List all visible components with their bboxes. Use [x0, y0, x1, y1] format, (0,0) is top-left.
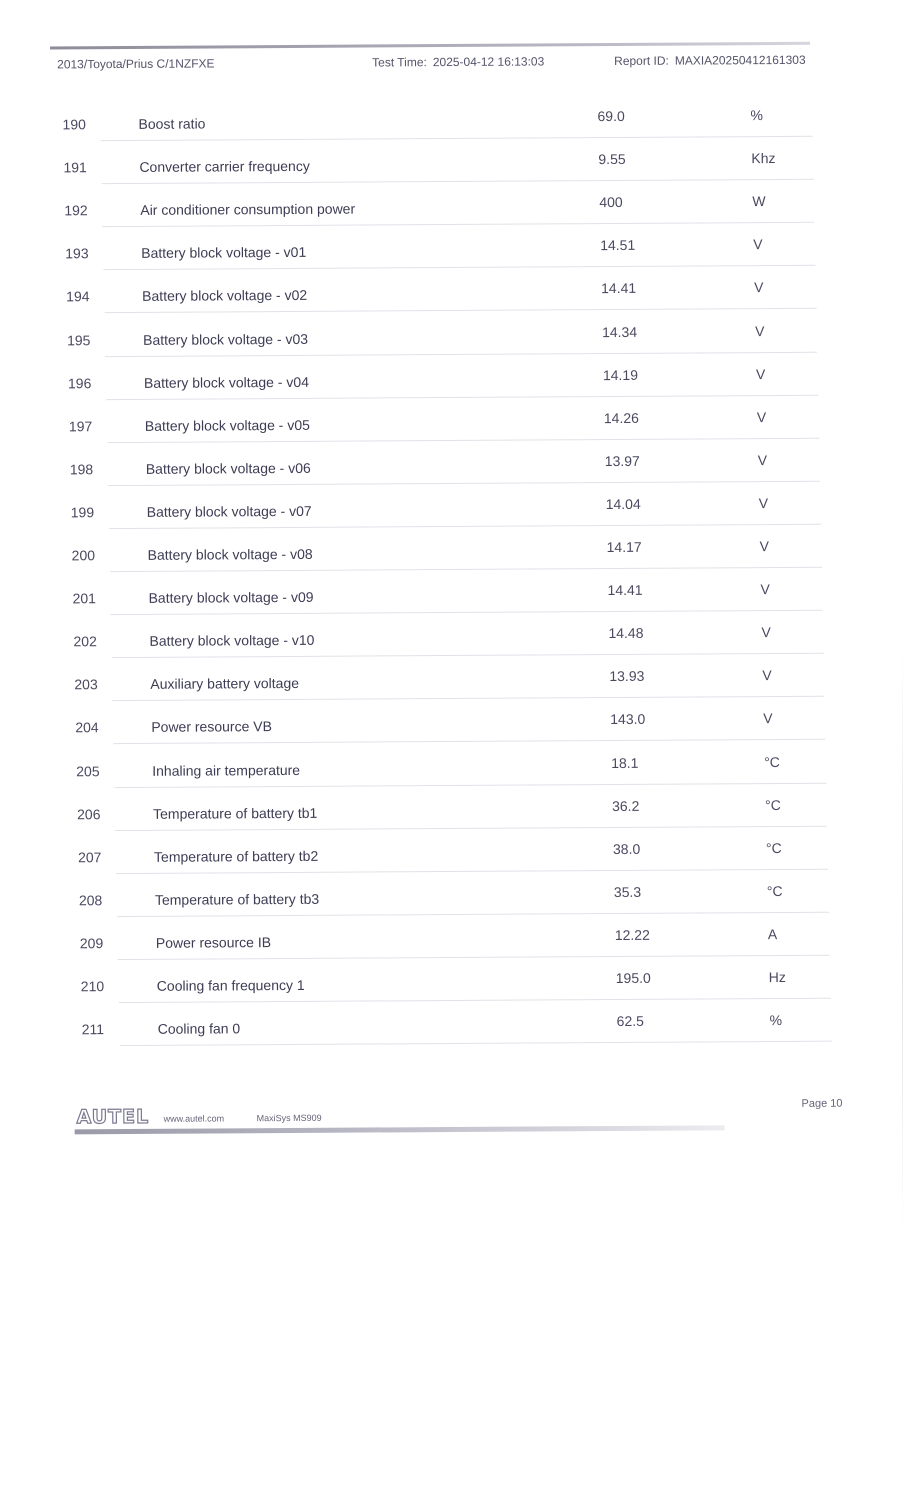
row-number: 201 [72, 590, 96, 607]
table-row [2, 313, 909, 362]
row-number: 210 [80, 978, 105, 995]
row-unit: V [753, 236, 763, 253]
row-unit: V [755, 365, 766, 382]
row-value: 35.3 [613, 883, 642, 900]
row-description: Inhaling air temperature [152, 761, 301, 779]
table-row [3, 571, 909, 620]
report-id [614, 53, 806, 68]
footer-rule [75, 1125, 725, 1134]
row-unit: A [767, 925, 778, 942]
row-description: Battery block voltage - v08 [147, 545, 313, 563]
row-number: 203 [74, 676, 98, 693]
table-row [4, 744, 909, 793]
table-row [3, 528, 909, 577]
table-row [6, 1002, 909, 1051]
row-unit: V [754, 322, 765, 339]
test-time [372, 54, 544, 69]
row-divider [111, 610, 823, 615]
row-divider [101, 136, 813, 141]
row-number: 190 [62, 116, 86, 133]
row-unit: % [769, 1012, 783, 1029]
row-description: Battery block voltage - v01 [141, 244, 307, 262]
table-row [3, 485, 909, 534]
row-unit: °C [765, 839, 782, 856]
row-description: Air conditioner consumption power [140, 200, 356, 219]
row-value: 195.0 [615, 969, 651, 987]
row-value: 400 [599, 194, 623, 211]
row-divider [112, 696, 824, 701]
row-divider [117, 911, 829, 916]
row-value: 9.55 [598, 151, 626, 168]
report-header [0, 52, 909, 78]
row-description: Battery block voltage - v09 [148, 588, 314, 606]
table-row [2, 442, 909, 491]
row-description: Converter carrier frequency [139, 157, 310, 175]
row-number: 205 [76, 762, 100, 779]
vehicle-info: 2013/Toyota/Prius C/1NZFXE [57, 56, 215, 72]
row-unit: V [758, 494, 769, 512]
table-row [2, 399, 909, 448]
row-value: 143.0 [610, 711, 646, 728]
row-divider [114, 782, 826, 787]
table-row [5, 830, 909, 879]
row-value: 62.5 [616, 1012, 644, 1030]
row-description: Battery block voltage - v10 [149, 632, 315, 650]
row-unit: V [760, 581, 770, 598]
row-divider [102, 222, 814, 227]
row-divider [112, 653, 824, 658]
table-row [1, 226, 909, 275]
table-row [4, 657, 909, 706]
autel-logo: AUTEL [76, 1105, 150, 1129]
row-unit: V [759, 538, 769, 555]
row-value: 38.0 [612, 840, 641, 857]
table-row [2, 356, 909, 405]
row-value: 14.41 [601, 280, 637, 297]
row-value: 14.41 [607, 581, 643, 599]
row-number: 209 [79, 935, 104, 952]
row-value: 14.51 [600, 237, 636, 254]
row-number: 191 [63, 159, 87, 176]
row-description: Boost ratio [138, 115, 206, 132]
row-value: 18.1 [611, 754, 639, 771]
row-description: Power resource VB [151, 718, 272, 736]
row-divider [119, 998, 831, 1003]
website-link: www.autel.com [163, 1113, 225, 1124]
test-time-label: Test Time: [372, 55, 427, 70]
row-divider [104, 308, 816, 313]
test-time-value: 2025-04-12 16:13:03 [432, 54, 545, 70]
row-value: 14.04 [605, 495, 641, 512]
row-number: 196 [67, 374, 92, 391]
row-value: 69.0 [597, 107, 625, 125]
row-unit: °C [766, 882, 783, 899]
row-value: 14.34 [601, 323, 638, 340]
table-row [4, 701, 909, 750]
row-value: 13.93 [609, 668, 645, 685]
device-model: MaxiSys MS909 [256, 1112, 322, 1124]
row-number: 193 [65, 245, 89, 262]
row-unit: °C [764, 753, 780, 770]
row-unit: W [752, 193, 766, 210]
table-row [1, 183, 909, 232]
data-stream-table [0, 97, 909, 1038]
row-unit: V [763, 710, 773, 727]
row-divider [106, 394, 818, 399]
scan-edge-shadow [902, 640, 903, 1240]
page-number: Page 10 [801, 1097, 843, 1110]
row-divider [110, 567, 822, 572]
header-rule [50, 42, 810, 50]
row-unit: % [750, 107, 763, 124]
row-description: Auxiliary battery voltage [150, 675, 300, 693]
row-description: Battery block voltage - v02 [142, 287, 308, 305]
table-row [5, 916, 909, 965]
row-number: 192 [64, 202, 88, 219]
row-number: 197 [68, 417, 93, 435]
row-divider [120, 1041, 832, 1046]
row-description: Battery block voltage - v05 [144, 416, 310, 434]
row-value: 14.19 [602, 366, 639, 383]
row-unit: V [762, 667, 772, 684]
row-value: 12.22 [614, 926, 650, 943]
row-divider [115, 825, 827, 830]
row-description: Cooling fan frequency 1 [156, 976, 305, 994]
table-row [4, 614, 909, 663]
row-number: 199 [70, 504, 95, 521]
row-description: Battery block voltage - v04 [143, 373, 310, 391]
row-value: 14.17 [606, 538, 642, 556]
row-description: Cooling fan 0 [157, 1020, 241, 1037]
row-number: 204 [75, 719, 99, 736]
table-row [5, 873, 909, 922]
row-divider [102, 179, 814, 184]
row-unit: V [756, 408, 767, 425]
row-number: 208 [78, 891, 103, 909]
table-row [6, 959, 909, 1008]
row-description: Power resource IB [155, 934, 272, 951]
row-description: Temperature of battery tb3 [154, 890, 320, 908]
row-number: 211 [81, 1021, 105, 1038]
table-row [5, 787, 909, 836]
row-value: 36.2 [612, 797, 640, 814]
row-description: Battery block voltage - v03 [143, 330, 309, 348]
row-number: 198 [69, 460, 94, 478]
table-row [1, 270, 909, 319]
table-row [0, 97, 909, 146]
row-number: 206 [77, 805, 101, 822]
row-number: 200 [71, 547, 96, 564]
row-divider [113, 739, 825, 744]
row-value: 13.97 [604, 452, 640, 469]
report-id-value: MAXIA20250412161303 [674, 52, 806, 68]
row-divider [109, 524, 821, 529]
row-unit: °C [765, 796, 781, 813]
row-unit: V [761, 624, 771, 641]
row-description: Temperature of battery tb2 [153, 847, 319, 865]
row-unit: Khz [751, 150, 776, 167]
row-divider [105, 351, 817, 356]
row-divider [103, 265, 815, 270]
row-number: 195 [67, 331, 91, 348]
row-description: Battery block voltage - v07 [146, 502, 312, 520]
row-description: Battery block voltage - v06 [145, 459, 311, 477]
row-divider [108, 481, 820, 486]
row-divider [118, 955, 830, 960]
report-id-label: Report ID: [614, 53, 669, 68]
row-description: Temperature of battery tb1 [153, 804, 318, 822]
row-unit: Hz [768, 968, 786, 986]
row-unit: V [757, 451, 768, 468]
table-row [1, 140, 909, 189]
row-divider [107, 437, 819, 442]
row-value: 14.26 [603, 409, 639, 426]
row-value: 14.48 [608, 625, 644, 642]
row-number: 202 [73, 633, 97, 650]
row-divider [116, 868, 828, 873]
row-number: 194 [66, 288, 90, 305]
report-footer [6, 1097, 909, 1143]
row-unit: V [754, 279, 764, 296]
row-number: 207 [77, 848, 102, 865]
